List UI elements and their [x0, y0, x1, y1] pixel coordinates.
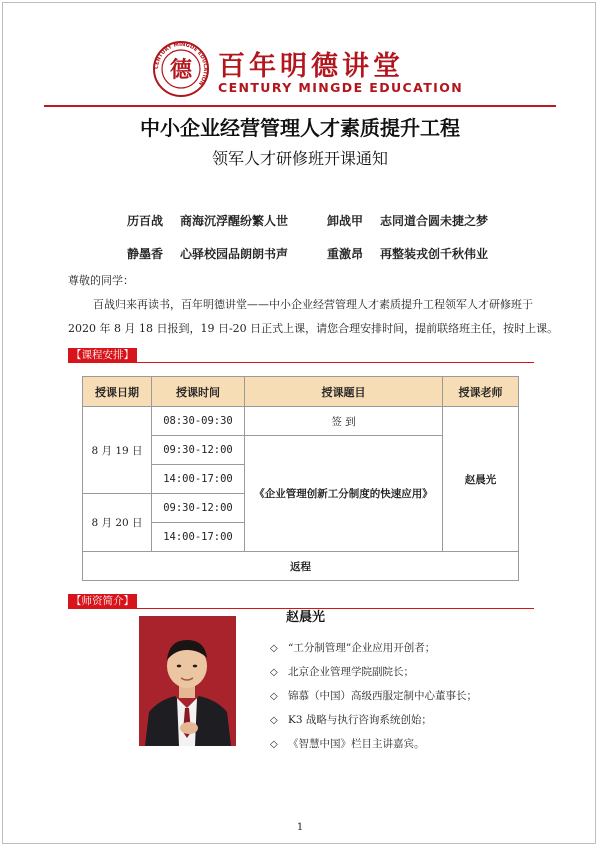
schedule-table	[82, 376, 519, 581]
poem-line-3: 心驿校园品朗朗书声	[180, 247, 289, 261]
section-line-schedule	[68, 362, 534, 363]
date-cell-day2: 8 月 20 日	[83, 494, 152, 552]
header-time: 授课时间	[152, 377, 245, 407]
diamond-outline-icon: ◇	[270, 691, 278, 702]
bio-item	[270, 688, 477, 703]
bio-text: “工分制管理”企业应用开创者；	[288, 642, 436, 654]
page-title: 中小企业经营管理人才素质提升工程	[140, 116, 460, 140]
page-number: 1	[296, 822, 304, 833]
brand-name-cn: 百年明德讲堂	[218, 51, 404, 82]
bio-item	[270, 736, 425, 751]
brand-logo	[152, 40, 464, 98]
section-tag-teacher: 【师资简介】	[68, 594, 137, 608]
table-row	[83, 407, 519, 436]
date-cell-day1: 8 月 19 日	[83, 407, 152, 494]
teacher-cell: 赵晨光	[443, 407, 519, 552]
bio-text: 北京企业管理学院副院长；	[288, 666, 414, 678]
bio-item	[270, 640, 435, 655]
header-divider	[44, 105, 556, 107]
bio-item	[270, 712, 432, 727]
header-topic: 授课题目	[245, 377, 443, 407]
diamond-outline-icon: ◇	[270, 739, 278, 750]
poem-name-2: 卸战甲	[327, 214, 364, 228]
teacher-portrait-icon	[139, 616, 236, 746]
poem-line-4: 再整装戎创千秋伟业	[380, 247, 489, 261]
poem-name-1: 历百战	[127, 214, 164, 228]
seal-character: 德	[169, 57, 193, 83]
greeting: 尊敬的同学：	[68, 274, 134, 287]
checkin-cell: 签 到	[245, 407, 443, 436]
time-cell: 14:00-17:00	[152, 523, 245, 552]
poem-name-4: 重激昂	[327, 247, 364, 261]
table-header-row	[83, 377, 519, 407]
time-cell: 09:30-12:00	[152, 494, 245, 523]
bio-text: 《智慧中国》栏目主讲嘉宾。	[288, 738, 425, 750]
diamond-outline-icon: ◇	[270, 643, 278, 654]
diamond-outline-icon: ◇	[270, 667, 278, 678]
topic-cell: 《企业管理创新工分制度的快速应用》	[245, 436, 443, 552]
notice-line-2: 2020 年 8 月 18 日报到，19 日-20 日正式上课，请您合理安排时间，提前联络班主任，按时上课。	[68, 322, 559, 335]
notice-line-1: 百战归来再读书，百年明德讲堂——中小企业经营管理人才素质提升工程领军人才研修班于	[93, 298, 533, 311]
page-subtitle: 领军人才研修班开课通知	[211, 149, 388, 168]
time-cell: 09:30-12:00	[152, 436, 245, 465]
diamond-outline-icon: ◇	[270, 715, 278, 726]
time-cell: 14:00-17:00	[152, 465, 245, 494]
poem-name-3: 静墨香	[127, 247, 164, 261]
poem-line-1: 商海沉浮醒纷繁人世	[180, 214, 289, 228]
header-date: 授课日期	[83, 377, 152, 407]
header-teacher: 授课老师	[443, 377, 519, 407]
teacher-name: 赵晨光	[286, 610, 326, 625]
bio-item	[270, 664, 414, 679]
section-tag-schedule: 【课程安排】	[68, 348, 137, 362]
seal-logo-icon	[152, 40, 210, 98]
return-cell: 返程	[83, 552, 519, 581]
bio-text: 锦慕（中国）高级西服定制中心董事长；	[288, 690, 477, 702]
brand-name-en: CENTURY MINGDE EDUCATION	[218, 80, 464, 95]
table-row-return	[83, 552, 519, 581]
seal-ring-text: CENTURY MINGDE EDUCATION	[153, 41, 209, 87]
teacher-photo	[139, 616, 236, 746]
bio-text: K3 战略与执行咨询系统创始；	[288, 714, 432, 726]
poem-line-2: 志同道合圆未捷之梦	[380, 214, 489, 228]
time-cell: 08:30-09:30	[152, 407, 245, 436]
